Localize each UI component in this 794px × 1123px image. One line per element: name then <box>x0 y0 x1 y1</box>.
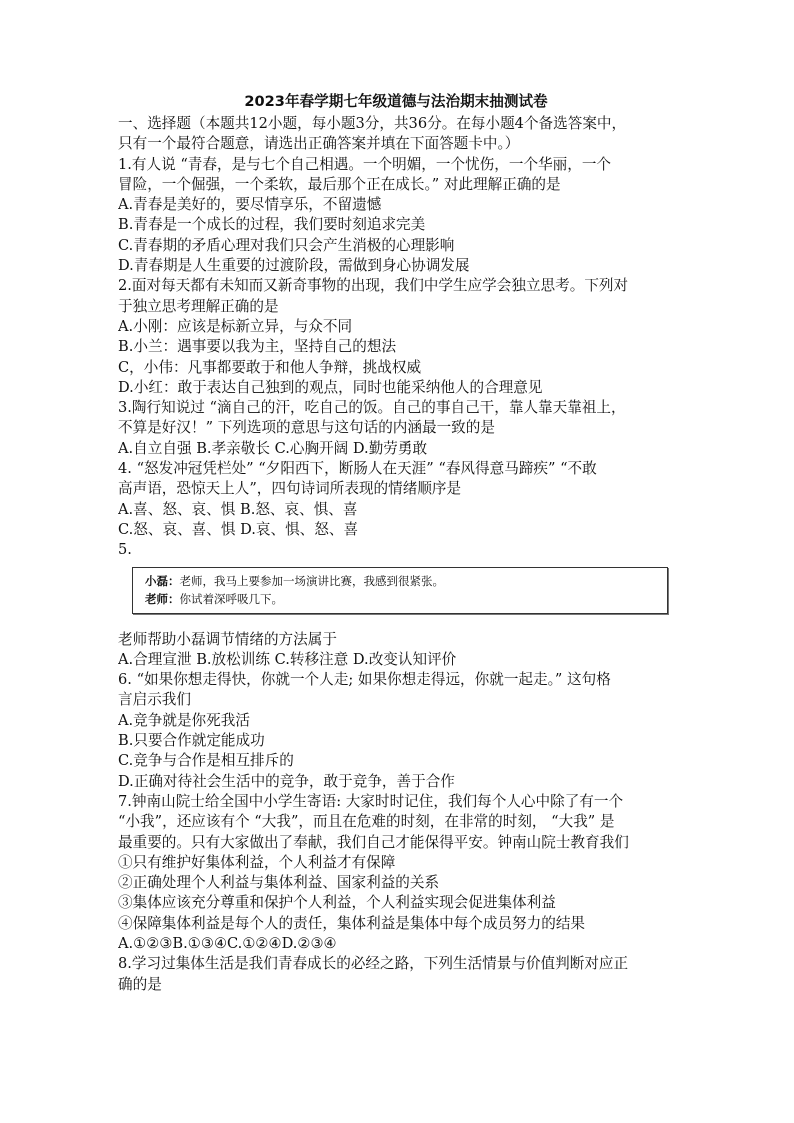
question-stem: 4. “怒发冲冠凭栏处” “夕阳西下，断肠人在天涯” “春风得意马蹄疾” “不敢 <box>118 460 597 478</box>
question-stem: 于独立思考理解正确的是 <box>118 297 279 315</box>
question-option: D.正确对待社会生活中的竞争，敢于竞争，善于合作 <box>118 772 455 790</box>
question-stem: “小我”，还应该有个 “大我”，而且在危难的时刻，在非常的时刻， “大我” 是 <box>118 813 615 831</box>
question-option: ①只有维护好集体利益，个人利益才有保障 <box>118 853 396 871</box>
question-stem: 言启示我们 <box>118 691 191 709</box>
question-list <box>118 670 674 995</box>
question-option: B.小兰：遇事要以我为主，坚持自己的想法 <box>118 338 397 356</box>
question-option: ③集体应该充分尊重和保护个人利益，个人利益实现会促进集体利益 <box>118 894 556 912</box>
question-option: A.小刚：应该是标新立异，与众不同 <box>118 317 353 335</box>
question-option: A.①②③B.①③④C.①②④D.②③④ <box>118 934 337 952</box>
question-stem: 高声语，恐惊天上人”，四句诗词所表现的情绪顺序是 <box>118 480 462 498</box>
question-stem: 确的是 <box>118 975 162 993</box>
question-option: B.只要合作就定能成功 <box>118 732 265 750</box>
question-number: 5. <box>118 541 132 559</box>
question-option: ④保障集体利益是每个人的责任，集体利益是集体中每个成员努力的结果 <box>118 914 586 932</box>
question-stem: 6. “如果你想走得快，你就一个人走; 如果你想走得远，你就一起走。” 这句格 <box>118 671 611 689</box>
question-stem: 最重要的。只有大家做出了奉献，我们自己才能保得平安。钟南山院士教育我们 <box>118 833 629 851</box>
section-heading: 一、选择题（本题共12小题，每小题3分，共36分。在每小题4个备选答案中， <box>118 115 627 132</box>
question-option: A.青春是美好的，要尽情享乐，不留遗憾 <box>118 196 382 214</box>
dialog-line <box>145 590 657 608</box>
question-option: C.竞争与合作是相互排斥的 <box>118 752 294 770</box>
question-option: A.竞争就是你死我活 <box>118 711 250 729</box>
dialog-box <box>132 567 668 614</box>
question-option: C，小伟：凡事都要敢于和他人争辩，挑战权威 <box>118 358 422 376</box>
question-stem: 8.学习过集体生活是我们青春成长的必经之路，下列生活情景与价值判断对应正 <box>118 955 629 973</box>
question-option: A.合理宣泄 B.放松训练 C.转移注意 D.改变认知评价 <box>118 650 457 668</box>
dialog-text: 老师，我马上要参加一场演讲比赛，我感到很紧张。 <box>179 573 444 588</box>
question-option: ②正确处理个人利益与集体利益、国家利益的关系 <box>118 874 440 892</box>
question-option: A.自立自强 B.孝亲敬长 C.心胸开阔 D.勤劳勇敢 <box>118 439 428 457</box>
dialog-text: 你试着深呼吸几下。 <box>179 591 283 606</box>
question-stem: 老师帮助小磊调节情绪的方法属于 <box>118 630 337 648</box>
question-option: D.青春期是人生重要的过渡阶段，需做到身心协调发展 <box>118 257 470 275</box>
question-option: C.怒、哀、喜、惧 D.哀、惧、怒、喜 <box>118 520 359 538</box>
question-option: B.青春是一个成长的过程，我们要时刻追求完美 <box>118 216 426 234</box>
page-title: 2023年春学期七年级道德与法治期末抽测试卷 <box>244 93 548 110</box>
question-option: D.小红：敢于表达自己独到的观点，同时也能采纳他人的合理意见 <box>118 378 543 396</box>
question-stem: 3.陶行知说过 “滴自己的汗，吃自己的饭。自己的事自己干，靠人靠天靠祖上， <box>118 399 626 417</box>
question-list <box>118 155 674 541</box>
question-stem: 2.面对每天都有未知而又新奇事物的出现，我们中学生应学会独立思考。下列对 <box>118 277 629 295</box>
spacer <box>118 620 674 630</box>
question-stem: 不算是好汉！” 下列选项的意思与这句话的内涵最一致的是 <box>118 419 495 437</box>
exam-page <box>118 92 674 995</box>
question-stem: 1.有人说 “青春，是与七个自己相遇。一个明媚，一个忧伤，一个华丽，一个 <box>118 155 612 173</box>
dialog-speaker: 小磊： <box>145 573 180 588</box>
dialog-line <box>145 572 657 590</box>
question-stem: 7.钟南山院士给全国中小学生寄语: 大家时时记住，我们每个人心中除了有一个 <box>118 792 624 810</box>
section-heading: 只有一个最符合题意，请选出正确答案并填在下面答题卡中。） <box>118 135 520 153</box>
question-option: C.青春期的矛盾心理对我们只会产生消极的心理影响 <box>118 236 455 254</box>
question-option: A.喜、怒、哀、惧 B.怒、哀、惧、喜 <box>118 500 358 518</box>
question-stem: 冒险，一个倔强，一个柔软，最后那个正在成长。” 对此理解正确的是 <box>118 175 561 193</box>
dialog-speaker: 老师： <box>145 591 180 606</box>
